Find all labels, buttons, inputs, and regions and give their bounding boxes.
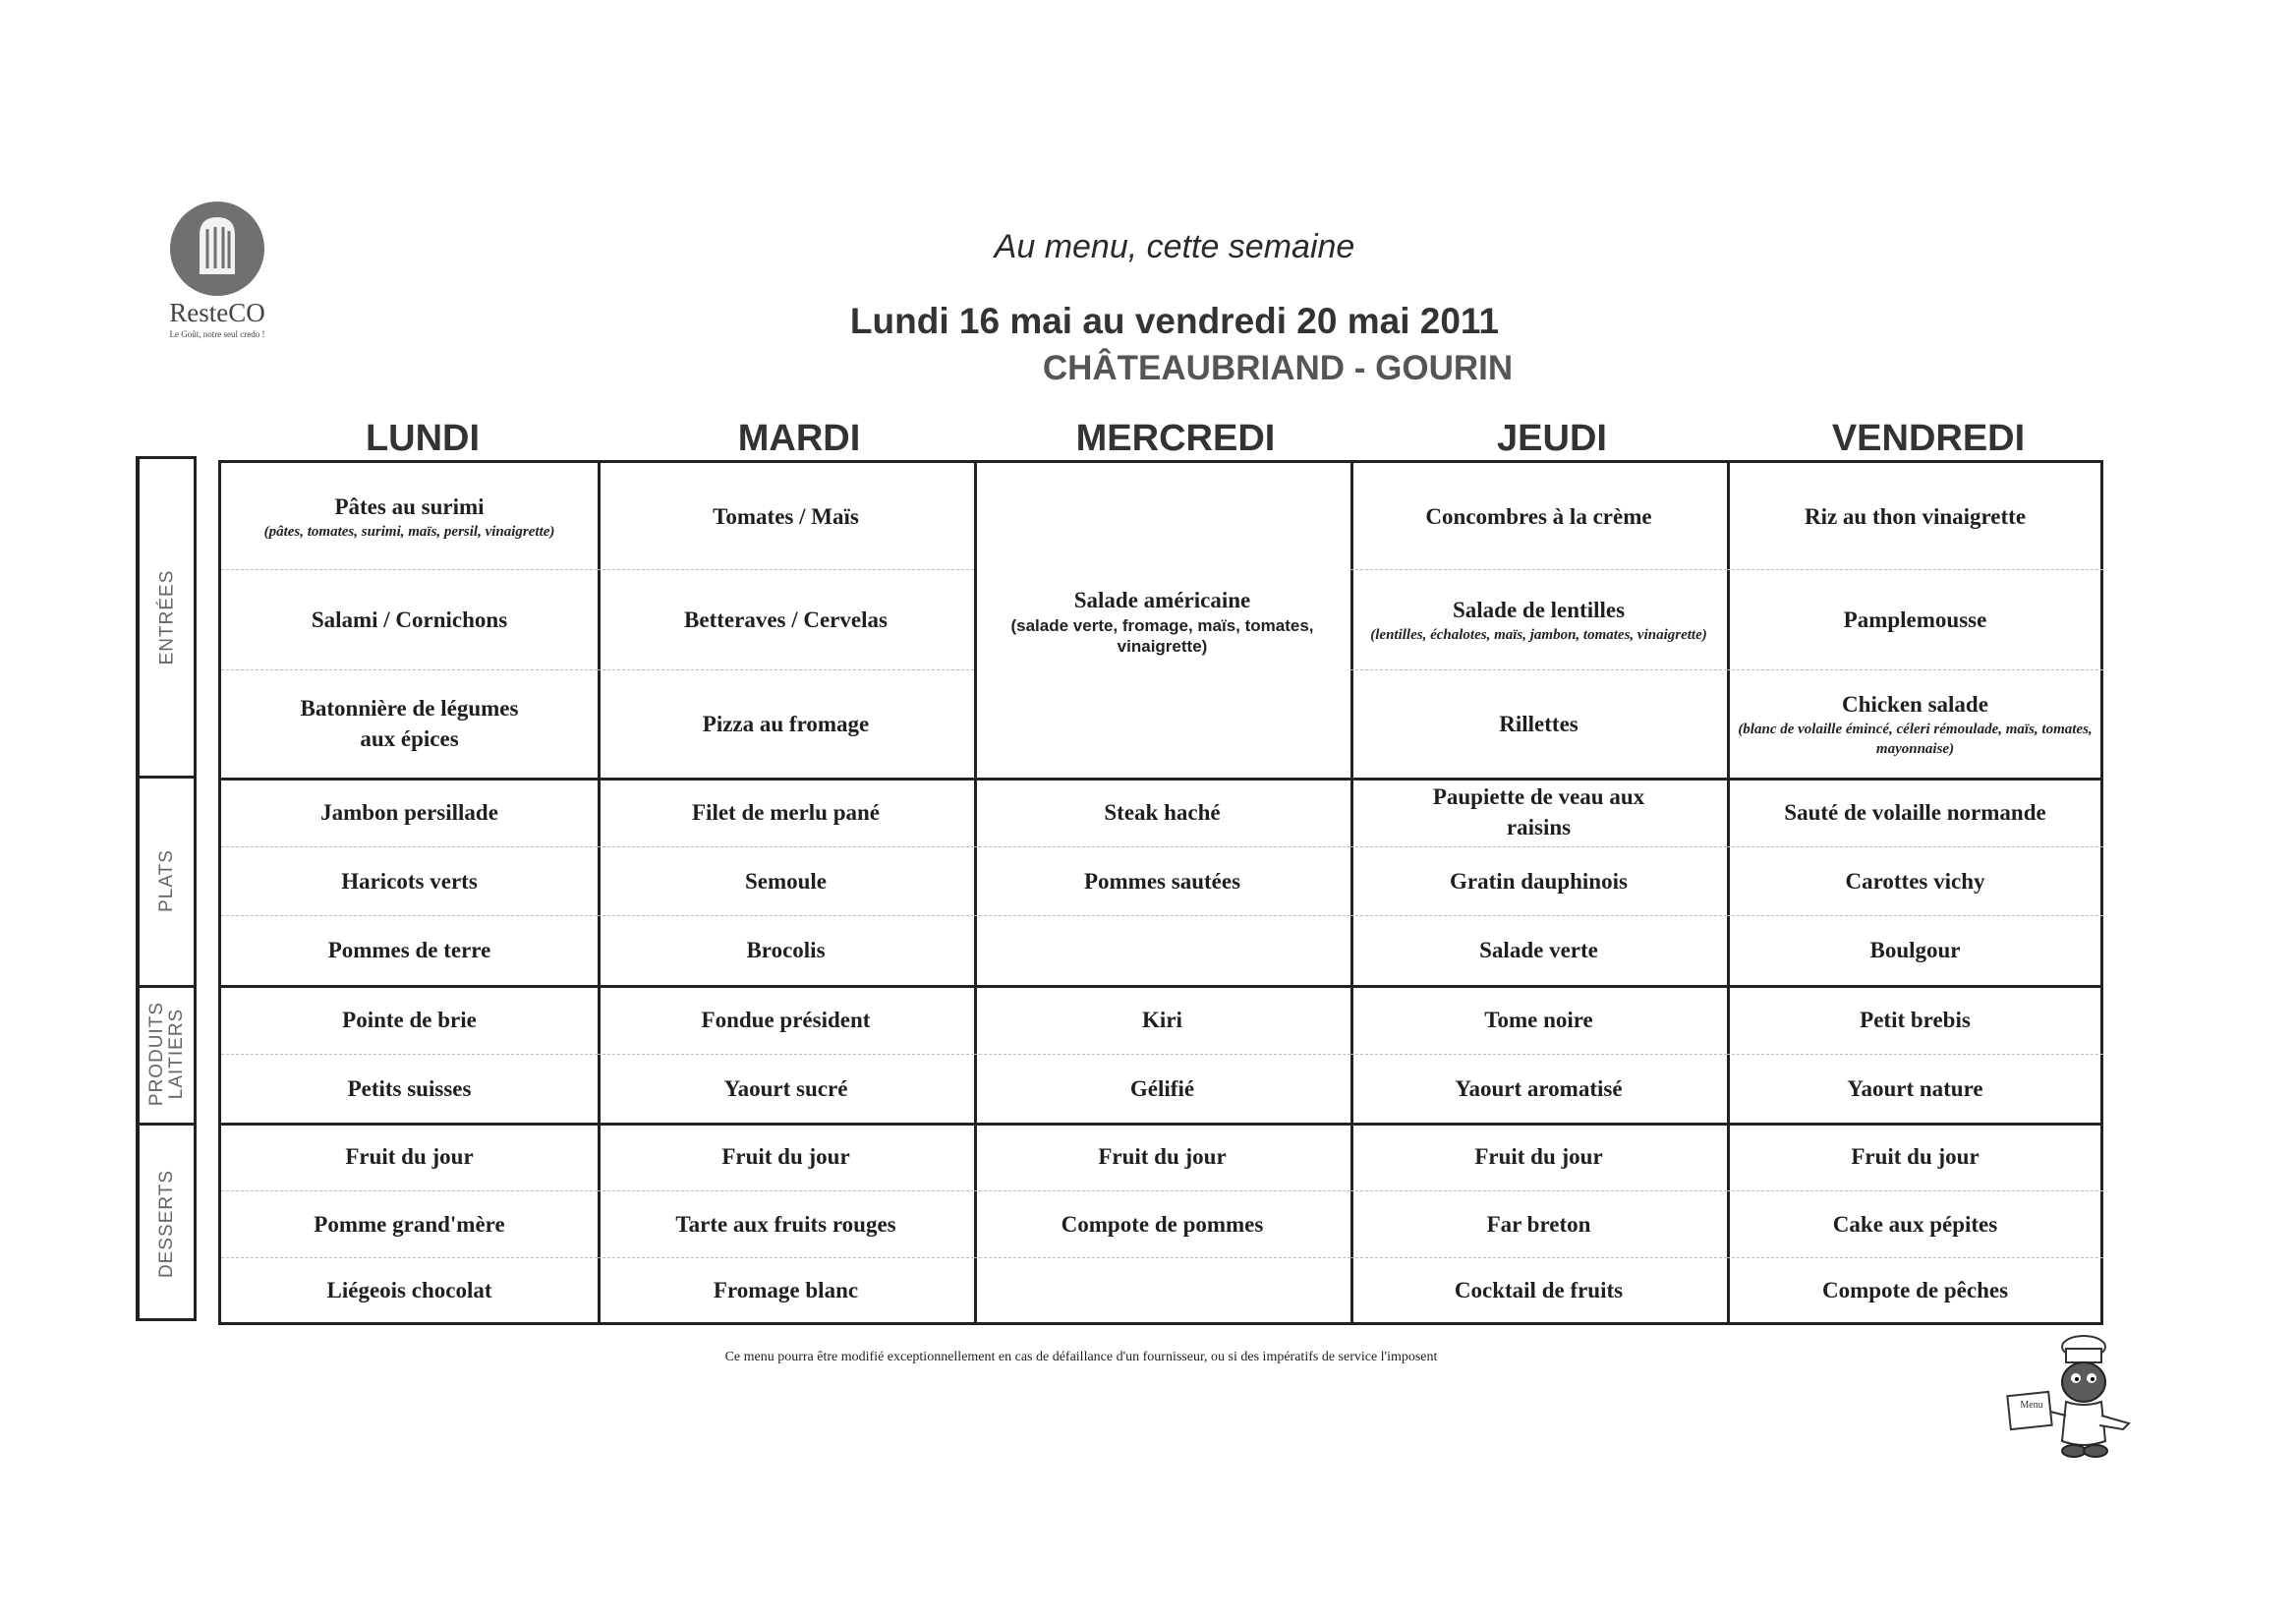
menu-plat: Haricots verts <box>341 868 478 894</box>
category-entrees: ENTRÉES <box>156 569 177 665</box>
day-header-jeudi: JEUDI <box>1497 418 1607 459</box>
menu-laitier: Petits suisses <box>347 1075 472 1101</box>
menu-entree: Batonnière de légumes aux épices <box>300 696 519 751</box>
menu-plat: Pommes sautées <box>1083 868 1241 894</box>
menu-entree: Salami / Cornichons <box>311 607 508 632</box>
logo-brand: ResteCO <box>169 298 265 327</box>
menu-dessert: Fruit du jour <box>1851 1144 1980 1169</box>
menu-dessert: Compote de pêches <box>1821 1277 2009 1302</box>
logo-tagline: Le Goût, notre seul credo ! <box>169 329 265 339</box>
menu-entree: Rillettes <box>1499 711 1578 736</box>
menu-dessert: Tarte aux fruits rouges <box>675 1211 896 1237</box>
day-column-lundi <box>221 463 598 1322</box>
menu-dessert: Fruit du jour <box>1098 1144 1227 1169</box>
day-header-lundi: LUNDI <box>365 418 481 459</box>
day-column-mardi <box>598 463 974 1322</box>
category-plats: PLATS <box>156 848 177 912</box>
menu-plat: Gratin dauphinois <box>1450 868 1628 894</box>
menu-laitier: Petit brebis <box>1860 1007 1971 1032</box>
menu-laitier: Yaourt nature <box>1847 1075 1983 1101</box>
menu-laitier: Tome noire <box>1484 1007 1593 1032</box>
resteco-logo <box>152 202 280 349</box>
category-produits-laitiers: PRODUITS LAITIERS <box>146 1001 187 1107</box>
menu-plat: Filet de merlu pané <box>692 799 880 825</box>
menu-laitier: Pointe de brie <box>342 1007 477 1032</box>
menu-plat: Pommes de terre <box>327 938 491 962</box>
menu-dates: Lundi 16 mai au vendredi 20 mai 2011 <box>849 301 1500 341</box>
menu-plat: Semoule <box>744 868 828 894</box>
menu-place: CHÂTEAUBRIAND - GOURIN <box>1042 349 1514 387</box>
menu-plat: Steak haché <box>1104 799 1221 825</box>
mascot-sign-text: Menu <box>2020 1400 2043 1411</box>
menu-laitier: Yaourt sucré <box>723 1075 848 1101</box>
menu-plat: Paupiette de veau aux raisins <box>1432 784 1645 839</box>
menu-laitier: Yaourt aromatisé <box>1455 1075 1623 1101</box>
menu-entree: Riz au thon vinaigrette <box>1804 503 2027 529</box>
menu-plat: Brocolis <box>746 938 826 962</box>
day-column-vendredi <box>1727 463 2103 1322</box>
menu-dessert: Cocktail de fruits <box>1454 1277 1624 1302</box>
menu-entree: Concombres à la crème <box>1425 503 1652 529</box>
menu-laitier: Gélifié <box>1129 1075 1195 1101</box>
menu-dessert: Compote de pommes <box>1061 1211 1264 1237</box>
menu-grid <box>218 460 2103 1325</box>
chef-mascot-icon <box>2001 1335 2147 1463</box>
day-header-mercredi: MERCREDI <box>1075 418 1276 459</box>
menu-entree: Betteraves / Cervelas <box>684 607 888 632</box>
category-desserts: DESSERTS <box>156 1169 178 1278</box>
menu-entree: Pamplemousse <box>1843 607 1987 632</box>
menu-dessert: Far breton <box>1486 1211 1591 1237</box>
menu-dessert: Fromage blanc <box>713 1277 859 1302</box>
menu-dessert: Fruit du jour <box>721 1144 850 1169</box>
menu-entree: Salade de lentilles (lentilles, échalotes, maïs, jambon, tomates, vinaigrette) <box>1370 597 1707 643</box>
menu-subtitle: Au menu, cette semaine <box>994 228 1355 265</box>
menu-dessert: Fruit du jour <box>1474 1144 1603 1169</box>
chef-mascot <box>2001 1335 2147 1463</box>
menu-dessert: Liégeois chocolat <box>326 1277 492 1302</box>
menu-plat: Salade verte <box>1479 938 1598 962</box>
menu-dessert: Pomme grand'mère <box>314 1211 505 1237</box>
menu-laitier: Kiri <box>1142 1007 1182 1032</box>
footnote: Ce menu pourra être modifié exceptionnellement en cas de défaillance d'un fournisseur, ou si des impératifs de service l'imposent <box>724 1350 1438 1364</box>
menu-entree: Tomates / Maïs <box>713 503 859 529</box>
day-column-jeudi <box>1350 463 1727 1322</box>
day-column-mercredi <box>974 463 1350 1322</box>
menu-dessert: Cake aux pépites <box>1832 1211 1998 1237</box>
day-header-vendredi: VENDREDI <box>1831 418 2026 459</box>
menu-plat: Carottes vichy <box>1845 868 1985 894</box>
menu-entree: Salade américaine (salade verte, fromage, maïs, tomates, vinaigrette) <box>1010 587 1314 656</box>
day-header-mardi: MARDI <box>737 418 861 459</box>
chef-hat-icon <box>170 202 264 296</box>
menu-dessert: Fruit du jour <box>345 1144 474 1169</box>
menu-plat: Boulgour <box>1869 938 1961 962</box>
category-column <box>136 456 197 1321</box>
menu-entree: Pâtes au surimi (pâtes, tomates, surimi, maïs, persil, vinaigrette) <box>263 493 555 540</box>
menu-entree: Pizza au fromage <box>702 711 870 736</box>
menu-laitier: Fondue président <box>701 1007 871 1032</box>
menu-plat: Jambon persillade <box>320 799 498 825</box>
menu-plat: Sauté de volaille normande <box>1784 799 2046 825</box>
menu-entree: Chicken salade (blanc de volaille émincé, céleri rémoulade, maïs, tomates, mayonnaise) <box>1738 691 2093 757</box>
